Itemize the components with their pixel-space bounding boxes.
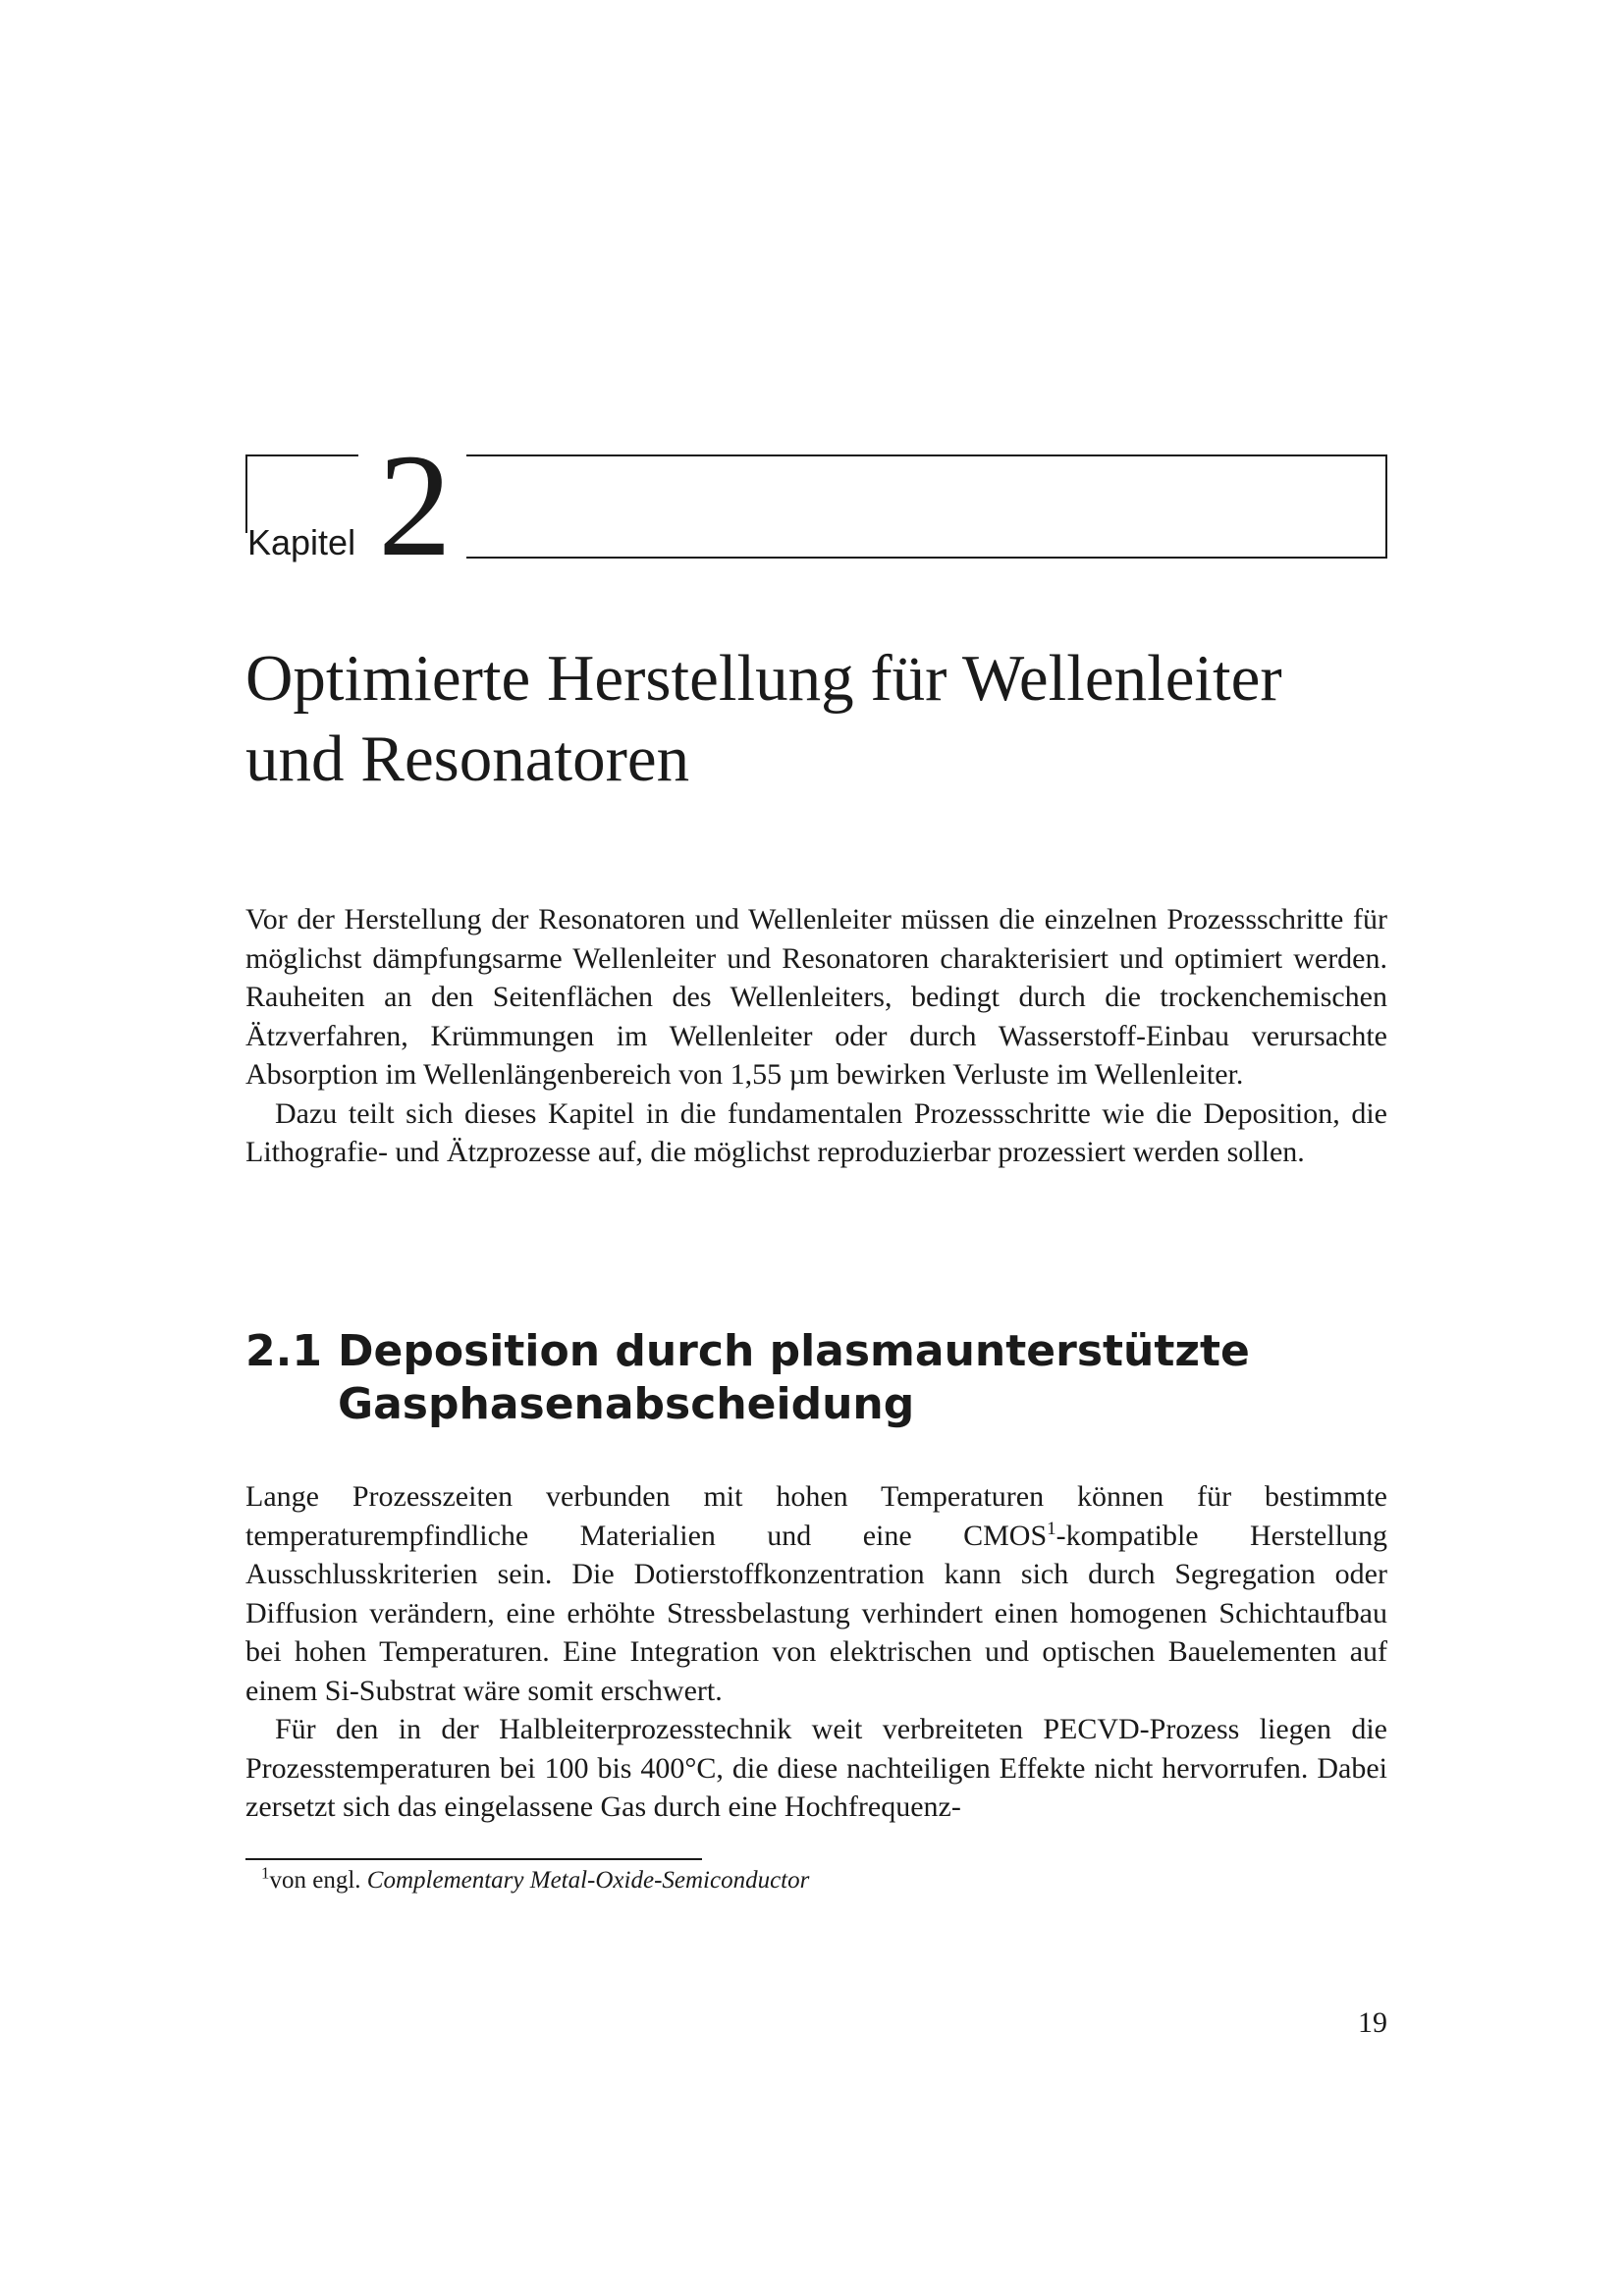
section-paragraph-2: Für den in der Halbleiterprozesstechnik weit verbreiteten PECVD-Prozess liegen die Prozesstemperaturen bei 100 bis 400°C, die diese nachteiligen Effekte nicht hervorrufen. Dabei zersetzt sich das eingelassene Gas durch eine Hochfrequenz- xyxy=(245,1713,1387,1823)
footnote-marker: 1 xyxy=(261,1863,270,1883)
footnote-text: Complementary Metal-Oxide-Semiconductor xyxy=(366,1867,810,1894)
chapter-number: 2 xyxy=(378,424,452,587)
chapter-title: Optimierte Herstellung für Wellenleiter und Resonatoren xyxy=(245,642,1282,795)
chapter-frame-left-top xyxy=(245,454,358,456)
section-paragraph-1-part-b: -kompatible Herstellung Ausschlusskriterien sein. Die Dotierstoffkonzentration kann sich durch Segregation oder Diffusion verändern, eine erhöhte Stressbelastung verhindert einen homogenen Schichtaufbau bei hohen Temperaturen. Eine Integration von elektrischen und optischen Bauelementen auf einem Si-Substrat wäre somit erschwert. xyxy=(245,1519,1387,1707)
footnote-divider xyxy=(245,1858,702,1860)
intro-text xyxy=(245,900,1387,1172)
footnote xyxy=(261,1865,809,1896)
page-number: 19 xyxy=(1358,2006,1387,2039)
section-title-line-2: Gasphasenabscheidung xyxy=(338,1379,915,1429)
section-number: 2.1 xyxy=(245,1326,322,1376)
section-paragraph-1 xyxy=(245,1477,1387,1710)
footnote-reference[interactable]: 1 xyxy=(1047,1518,1056,1539)
chapter-frame-right xyxy=(466,454,1387,559)
section-heading xyxy=(245,1325,1387,1431)
chapter-label: Kapitel xyxy=(247,522,356,562)
section-text xyxy=(245,1477,1387,1827)
intro-paragraph-2: Dazu teilt sich dieses Kapitel in die fundamentalen Prozessschritte wie die Deposition, die Lithografie- und Ätzprozesse auf, die möglichst reproduzierbar prozessiert werden sollen. xyxy=(245,1096,1387,1168)
section-title-line-1: Deposition durch plasmaunterstützte xyxy=(338,1326,1250,1376)
section-paragraph-1-part-a: Lange Prozesszeiten verbunden mit hohen Temperaturen können für bestimmte temperaturempfindliche Materialien und eine CMOS xyxy=(245,1480,1387,1552)
footnote-prefix: von engl. xyxy=(269,1867,367,1894)
chapter-frame-left-side xyxy=(245,454,247,533)
intro-paragraph-1: Vor der Herstellung der Resonatoren und Wellenleiter müssen die einzelnen Prozessschritte für möglichst dämpfungsarme Wellenleiter und Resonatoren charakterisiert und optimiert werden. Rauheiten an den Seitenflächen des Wellenleiters, bedingt durch die trockenchemischen Ätzverfahren, Krümmungen im Wellenleiter oder durch Wasserstoff-Einbau verursachte Absorption im Wellenlängenbereich von 1,55 µm bewirken Verluste im Wellenleiter. xyxy=(245,903,1387,1091)
